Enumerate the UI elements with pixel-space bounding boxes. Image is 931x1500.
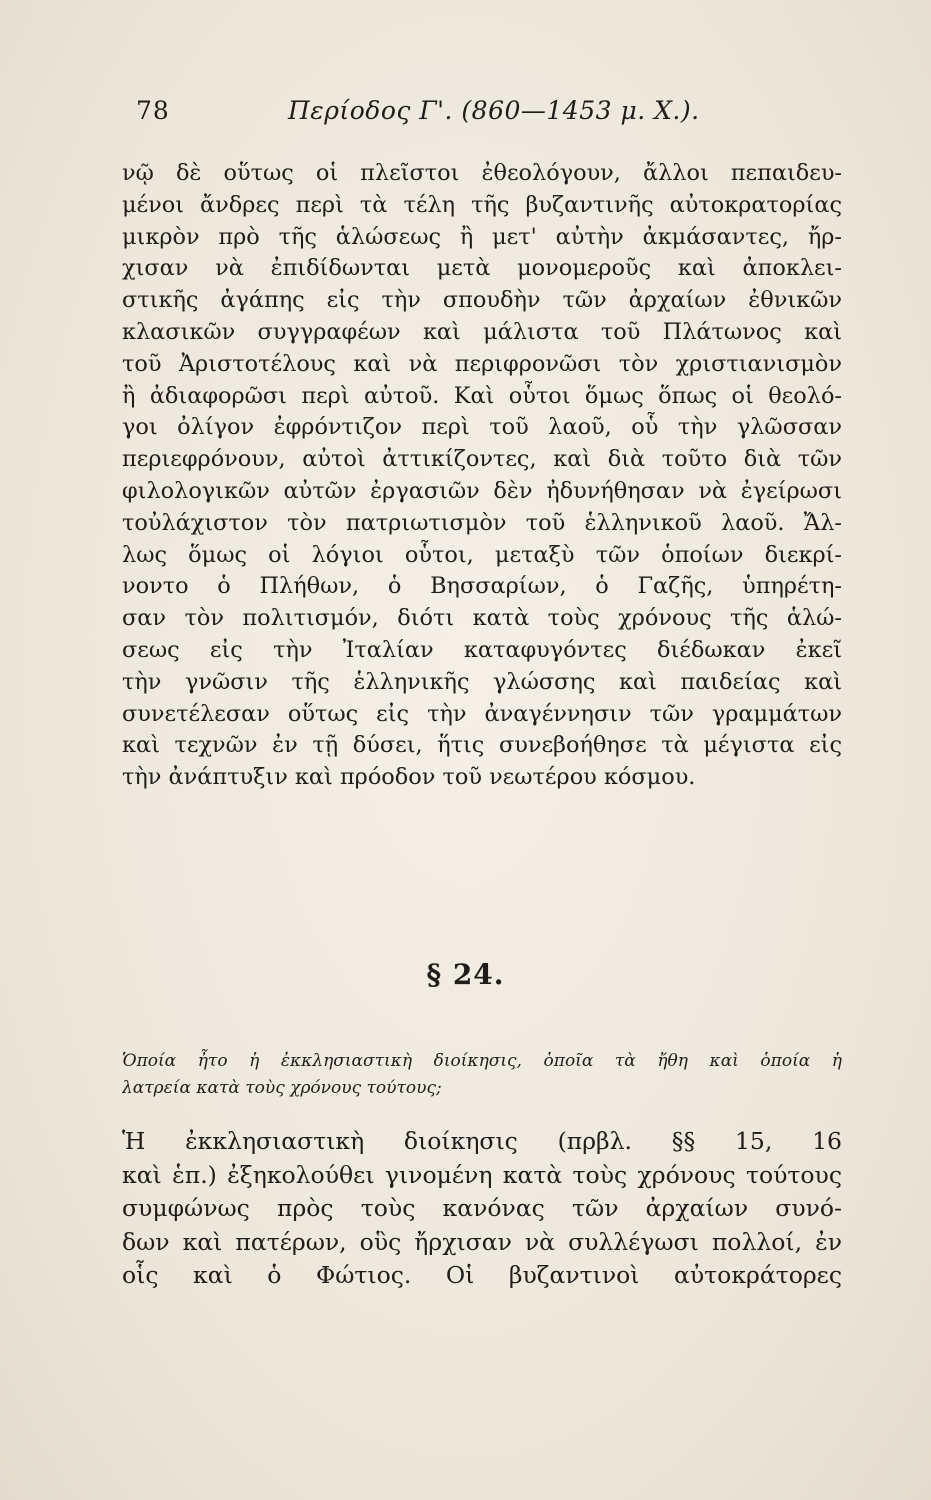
text-line: χισαν νὰ ἐπιδίδωνται μετὰ μονομεροῦς καὶ ἀποκλει- (122, 255, 842, 282)
text-line: Ἡ ἐκκλησιαστικὴ διοίκησις (πρβλ. §§ 15, 16 (122, 1127, 842, 1155)
section-heading: § 24. (426, 958, 505, 991)
page-header (128, 96, 828, 136)
text-line: φιλολογικῶν αὐτῶν ἐργασιῶν δὲν ἠδυνήθησαν νὰ ἐγείρωσι (122, 477, 842, 504)
text-line: περιεφρόνουν, αὐτοὶ ἀττικίζοντες, καὶ διὰ τοῦτο διὰ τῶν (122, 446, 842, 473)
section-summary-question (122, 1048, 842, 1102)
text-line: οἷς καὶ ὁ Φώτιος. Οἱ βυζαντινοὶ αὐτοκράτορες (122, 1261, 842, 1289)
running-title: Περίοδος Γ'. (860—1453 μ. Χ.). (288, 96, 700, 125)
text-line: δων καὶ πατέρων, οὓς ἤρχισαν νὰ συλλέγωσι πολλοί, ἐν (122, 1227, 842, 1256)
text-line: στικῆς ἀγάπης εἰς τὴν σπουδὴν τῶν ἀρχαίων ἐθνικῶν (122, 287, 842, 314)
text-line: συνετέλεσαν οὕτως εἰς τὴν ἀναγέννησιν τῶν γραμμάτων (122, 700, 842, 727)
text-line: γοι ὀλίγον ἐφρόντιζον περὶ τοῦ λαοῦ, οὗ τὴν γλῶσσαν (122, 414, 842, 441)
section-body-text (122, 1125, 842, 1293)
text-line: καὶ τεχνῶν ἐν τῇ δύσει, ἥτις συνεβοήθησε τὰ μέγιστα εἰς (122, 732, 842, 759)
summary-line: λατρεία κατὰ τοὺς χρόνους τούτους; (122, 1078, 442, 1098)
text-line: μικρὸν πρὸ τῆς ἁλώσεως ἢ μετ' αὐτὴν ἀκμάσαντες, ἤρ- (122, 223, 842, 250)
text-line: σεως εἰς τὴν Ἰταλίαν καταφυγόντες διέδωκαν ἐκεῖ (122, 636, 842, 663)
text-line: ἢ ἀδιαφορῶσι περὶ αὐτοῦ. Καὶ οὗτοι ὅμως ὅπως οἱ θεολό- (122, 382, 842, 409)
text-line: νῷ δὲ οὕτως οἱ πλεῖστοι ἐθεολόγουν, ἄλλοι πεπαιδευ- (122, 160, 842, 186)
page-number: 78 (136, 96, 170, 125)
text-line: σαν τὸν πολιτισμόν, διότι κατὰ τοὺς χρόνους τῆς ἁλώ- (122, 605, 842, 632)
text-line: συμφώνως πρὸς τοὺς κανόνας τῶν ἀρχαίων συνό- (122, 1194, 842, 1222)
body-text (122, 158, 842, 794)
text-line: νοντο ὁ Πλήθων, ὁ Βησσαρίων, ὁ Γαζῆς, ὑπηρέτη- (122, 573, 842, 600)
summary-line: Ὁποία ἦτο ἡ ἐκκλησιαστικὴ διοίκησις, ὁποῖα τὰ ἤθη καὶ ὁποία ἡ (122, 1051, 842, 1071)
text-line: τὴν ἀνάπτυξιν καὶ πρόοδον τοῦ νεωτέρου κόσμου. (122, 764, 696, 791)
text-line: μένοι ἄνδρες περὶ τὰ τέλη τῆς βυζαντινῆς αὐτοκρατορίας (122, 191, 842, 218)
text-line: καὶ ἑπ.) ἐξηκολούθει γινομένη κατὰ τοὺς χρόνους τούτους (122, 1160, 842, 1189)
text-line: τοῦ Ἀριστοτέλους καὶ νὰ περιφρονῶσι τὸν χριστιανισμὸν (122, 350, 842, 377)
text-line: λως ὅμως οἱ λόγιοι οὗτοι, μεταξὺ τῶν ὁποίων διεκρί- (122, 541, 842, 568)
text-line: κλασικῶν συγγραφέων καὶ μάλιστα τοῦ Πλάτωνος καὶ (122, 318, 842, 345)
text-line: τοὐλάχιστον τὸν πατριωτισμὸν τοῦ ἑλληνικοῦ λαοῦ. Ἄλ- (122, 509, 842, 536)
text-line: τὴν γνῶσιν τῆς ἑλληνικῆς γλώσσης καὶ παιδείας καὶ (122, 668, 842, 695)
